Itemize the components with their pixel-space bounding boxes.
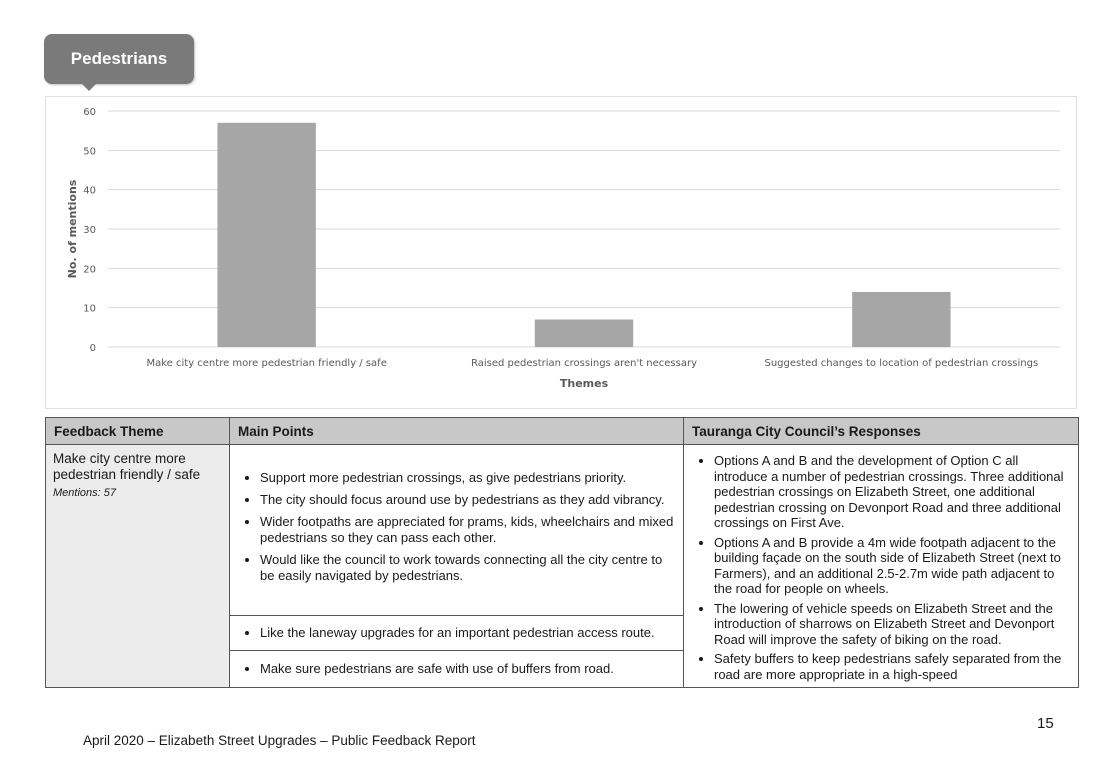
y-axis-label: No. of mentions: [66, 179, 79, 279]
theme-mentions: Mentions: 57: [53, 487, 116, 499]
response-item: • Options A and B provide a 4m wide footpath adjacent to the building façade on the south side of Elizabeth Street (next to Farmers), and an additional 2.5-2.7m wide path adjacent to the road for people on wheels.: [714, 535, 1070, 597]
y-tick-label: 10: [83, 303, 96, 315]
bar-chart: [45, 96, 1077, 409]
header-main-points: Main Points: [230, 418, 684, 445]
main-point: • Wider footpaths are appreciated for prams, kids, wheelchairs and mixed pedestrians so they can pass each other.: [260, 514, 675, 546]
y-tick-label: 60: [83, 107, 96, 118]
y-tick-label: 20: [83, 264, 96, 276]
table-header-row: [46, 418, 1079, 445]
bar: [217, 123, 315, 347]
y-tick-label: 50: [83, 146, 96, 158]
y-tick-label: 0: [89, 343, 96, 354]
section-tab-pedestrians: [44, 34, 194, 84]
section-tab-label: Pedestrians: [70, 49, 168, 68]
x-axis-label: Themes: [559, 377, 609, 390]
theme-cell: [46, 445, 230, 688]
bar: [852, 292, 950, 347]
y-tick-label: 40: [83, 185, 96, 197]
x-tick-label: Raised pedestrian crossings aren't necessary: [470, 358, 698, 369]
main-point: • Like the laneway upgrades for an important pedestrian access route.: [260, 625, 675, 641]
header-feedback-theme: Feedback Theme: [46, 418, 230, 445]
page-number: 15: [1037, 715, 1054, 732]
response-item: • Safety buffers to keep pedestrians safely separated from the road are more appropriate in a high-speed: [714, 651, 1070, 682]
footer-text: April 2020 – Elizabeth Street Upgrades – Public Feedback Report: [83, 733, 476, 748]
main-point: • The city should focus around use by pedestrians as they add vibrancy.: [260, 492, 675, 508]
points-cell-1: [230, 445, 684, 616]
table-row: [46, 445, 1079, 616]
y-tick-label: 30: [83, 225, 96, 236]
points-cell-3: [230, 651, 684, 688]
chart-svg: [46, 97, 1076, 408]
response-item: • Options A and B and the development of Option C all introduce a number of pedestrian crossings. Three additional pedestrian crossings on Elizabeth Street, one additional pedestrian crossing on Devonport Road and three additional crossings on First Ave.: [714, 453, 1070, 531]
bar: [535, 319, 633, 347]
main-point: • Make sure pedestrians are safe with use of buffers from road.: [260, 661, 675, 677]
response-item: • The lowering of vehicle speeds on Elizabeth Street and the introduction of sharrows on Elizabeth Street and Devonport Road will improve the safety of biking on the road.: [714, 601, 1070, 648]
responses-cell: [684, 445, 1079, 688]
feedback-table: [45, 417, 1079, 688]
x-tick-label: Make city centre more pedestrian friendly / safe: [146, 358, 387, 369]
theme-name: Make city centre more pedestrian friendly / safe: [53, 451, 201, 482]
header-council-responses: Tauranga City Council’s Responses: [684, 418, 1079, 445]
points-cell-2: [230, 616, 684, 651]
main-point: • Support more pedestrian crossings, as give pedestrians priority.: [260, 470, 675, 486]
main-point: • Would like the council to work towards connecting all the city centre to be easily navigated by pedestrians.: [260, 552, 675, 584]
x-tick-label: Suggested changes to location of pedestrian crossings: [764, 358, 1039, 369]
